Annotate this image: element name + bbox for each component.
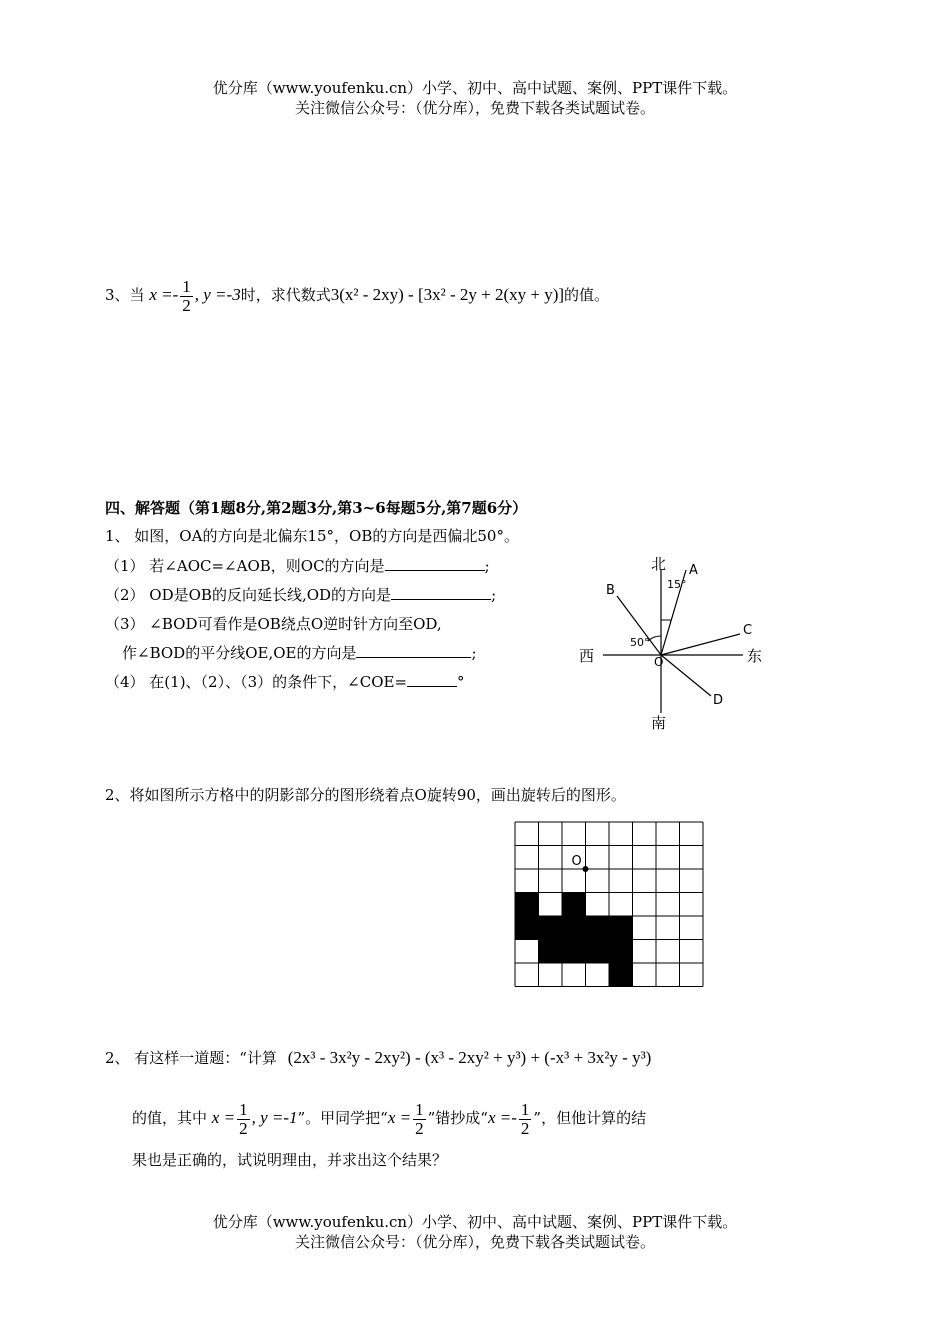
label-b: B (606, 583, 615, 598)
label-c: C (743, 623, 753, 638)
q3-cond-y: , y =-1 (251, 1108, 298, 1127)
problem-3-prefix: 3、当 (105, 286, 145, 304)
q1-part-2-text: （2） OD是OB的反向延长线,OD的方向是 (105, 586, 392, 604)
shaded-cell (609, 940, 633, 964)
semicolon: ; (471, 644, 477, 662)
point-o-label: O (571, 854, 582, 869)
problem-3-y-eq: , y =-3 (194, 285, 241, 304)
section-4-title: 四、解答题（第1题8分,第2题3分,第3~6每题5分,第7题6分） (105, 499, 528, 517)
answer-blank[interactable] (391, 585, 491, 600)
degree-symbol: ° (457, 673, 465, 691)
q1-part-3b-text: 作∠BOD的平分线OE,OE的方向是 (122, 644, 357, 662)
shaded-cell (609, 916, 633, 940)
problem-3 (105, 272, 609, 318)
q3-line-2-b: ”。甲同学把“ (297, 1109, 388, 1127)
label-a: A (689, 563, 698, 578)
ray-oc (661, 634, 740, 655)
q1-part-2 (105, 585, 496, 605)
label-50-degrees: 50° (630, 636, 650, 649)
answer-blank[interactable] (407, 672, 457, 687)
answer-blank[interactable] (385, 556, 485, 571)
q3-line-2-d: ”，但他计算的结 (533, 1109, 647, 1127)
problem-3-suffix: 的值。 (564, 286, 610, 304)
point-o (583, 866, 589, 872)
fraction-half (237, 1101, 250, 1138)
q3-cond-x: x = (211, 1108, 236, 1127)
label-west: 西 (579, 647, 595, 665)
footer-line-1: 优分库（www.youfenku.cn）小学、初中、高中试题、案例、PPT课件下载。 (212, 1213, 738, 1231)
rotation-grid (513, 820, 705, 990)
shaded-cell (609, 963, 633, 987)
problem-3-expression: 3(x² - 2xy) - [3x² - 2y + 2(xy + y)] (330, 285, 565, 304)
fraction-half (413, 1101, 426, 1138)
q3-line-2-c: ”错抄成“ (427, 1109, 488, 1127)
fraction-den: 2 (239, 1118, 248, 1138)
label-o: O (654, 655, 664, 669)
shaded-cell (515, 893, 539, 917)
fraction-num: 1 (239, 1099, 248, 1119)
shaded-cell (539, 940, 563, 964)
q1-part-4-text: （4） 在(1)、（2）、（3）的条件下，∠COE= (105, 673, 408, 691)
label-north: 北 (651, 555, 667, 573)
shaded-cell (586, 940, 610, 964)
fraction-num: 1 (182, 276, 191, 296)
header-line-2: 关注微信公众号：（优分库），免费下载各类试题试卷。 (294, 99, 655, 117)
fraction-den: 2 (415, 1118, 424, 1138)
semicolon: ; (484, 557, 490, 575)
q1-intro: 1、 如图，OA的方向是北偏东15°，OB的方向是西偏北50°。 (105, 527, 519, 545)
label-south: 南 (651, 714, 667, 732)
q3-cond-x-2: x = (387, 1108, 412, 1127)
problem-3-mid: 时，求代数式 (240, 286, 331, 304)
q1-part-1-text: （1） 若∠AOC=∠AOB，则OC的方向是 (105, 557, 385, 575)
label-east: 东 (747, 647, 763, 665)
shaded-cell (562, 940, 586, 964)
header-line-1: 优分库（www.youfenku.cn）小学、初中、高中试题、案例、PPT课件下载。 (212, 79, 738, 97)
q1-part-3b (122, 643, 477, 663)
shaded-cell (562, 893, 586, 917)
footer-line-2: 关注微信公众号：（优分库），免费下载各类试题试卷。 (294, 1233, 655, 1251)
q3-wrong-x: x =- (487, 1108, 517, 1127)
q3-line-2-a: 的值，其中 (132, 1109, 208, 1127)
q3-line-3: 果也是正确的，试说明理由，并求出这个结果？ (132, 1151, 448, 1169)
q1-part-4 (105, 672, 465, 692)
compass-diagram (575, 548, 780, 733)
q1-part-3a: （3） ∠BOD可看作是OB绕点O逆时针方向至OD, (105, 615, 442, 633)
q3-line-1 (105, 1042, 651, 1074)
problem-3-x-eq: x =- (149, 285, 179, 304)
ray-od (661, 655, 711, 696)
shaded-cell (539, 916, 563, 940)
fraction-half (519, 1101, 532, 1138)
shaded-cell (586, 916, 610, 940)
shaded-cell (562, 916, 586, 940)
fraction-half (180, 278, 193, 315)
semicolon: ; (491, 586, 497, 604)
q3-prefix: 2、 有这样一道题：“计算 (105, 1049, 277, 1067)
fraction-den: 2 (182, 295, 191, 315)
fraction-den: 2 (520, 1118, 530, 1138)
q1-part-1 (105, 556, 490, 576)
q2-text: 2、将如图所示方格中的阴影部分的图形绕着点O旋转90，画出旋转后的图形。 (105, 786, 626, 804)
q3-line-2 (132, 1095, 646, 1141)
answer-blank[interactable] (356, 643, 471, 658)
fraction-num: 1 (520, 1099, 530, 1119)
shaded-cell (515, 916, 539, 940)
fraction-num: 1 (415, 1099, 424, 1119)
label-d: D (713, 693, 724, 708)
label-15-degrees: 15° (667, 578, 687, 591)
q3-expression: (2x³ - 3x²y - 2xy²) - (x³ - 2xy² + y³) + (-x³ + 3x²y - y³) (287, 1048, 652, 1067)
